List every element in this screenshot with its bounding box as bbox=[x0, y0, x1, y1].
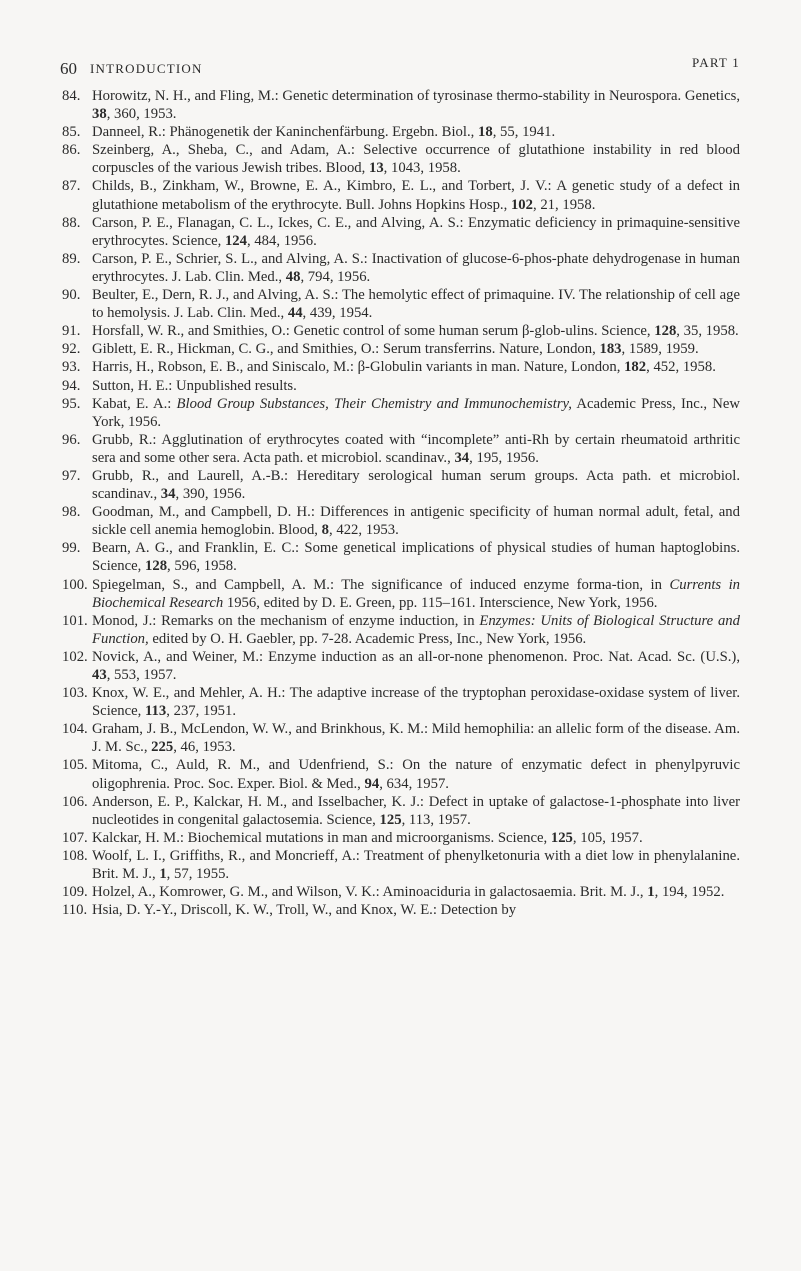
reference-number: 92. bbox=[62, 341, 81, 358]
reference-fragment: , 553, 1957. bbox=[106, 667, 177, 683]
reference-fragment: Kalckar, H. M.: Biochemical mutations in man and microorganisms. Science, bbox=[92, 829, 551, 846]
volume-number: 94 bbox=[364, 775, 380, 792]
reference-text bbox=[92, 431, 740, 467]
reference-text bbox=[92, 141, 740, 177]
reference-item bbox=[62, 431, 740, 467]
volume-number: 102 bbox=[510, 196, 533, 213]
reference-text bbox=[92, 340, 740, 358]
reference-number: 108. bbox=[62, 847, 88, 864]
reference-fragment: , 105, 1957. bbox=[572, 829, 643, 846]
reference-fragment: Carson, P. E., Flanagan, C. L., Ickes, C. E., and Alving, A. S.: Enzymatic deficiency in primaquine-sensitive erythrocytes. Science, bbox=[92, 214, 740, 249]
reference-item bbox=[62, 87, 740, 123]
reference-number: 105. bbox=[62, 757, 88, 774]
reference-fragment: Horsfall, W. R., and Smithies, O.: Genetic control of some human serum β-glob-ulins. Science, bbox=[92, 323, 655, 340]
reference-text bbox=[92, 286, 740, 322]
volume-number: 125 bbox=[379, 811, 402, 828]
reference-item bbox=[62, 395, 740, 431]
volume-number: 38 bbox=[92, 106, 107, 123]
reference-fragment: , 596, 1958. bbox=[167, 558, 237, 575]
reference-number: 101. bbox=[62, 612, 88, 629]
reference-fragment: Childs, B., Zinkham, W., Browne, E. A., Kimbro, E. L., and Torbert, J. V.: A genetic study of a defect in glutathione metabolism of the erythrocyte. Bull. Johns Hopkins Hosp., bbox=[92, 178, 740, 213]
reference-number: 86. bbox=[62, 142, 81, 159]
reference-fragment: Knox, W. E., and Mehler, A. H.: The adaptive increase of the tryptophan peroxidase-oxidase system of liver. Science, bbox=[92, 685, 740, 720]
section-title: INTRODUCTION bbox=[90, 61, 203, 76]
reference-item bbox=[62, 829, 740, 847]
reference-fragment: , 55, 1941. bbox=[492, 124, 556, 141]
reference-fragment: , 194, 1952. bbox=[654, 884, 725, 901]
volume-number: 1 bbox=[159, 866, 167, 883]
reference-fragment: Horowitz, N. H., and Fling, M.: Genetic determination of tyrosinase thermo-stability in Neurospora. Genetics, bbox=[92, 88, 740, 104]
page-number: 60 bbox=[60, 59, 77, 78]
reference-fragment: 1956, edited by D. E. Green, pp. 115–161. Interscience, New York, 1956. bbox=[223, 594, 658, 611]
reference-item bbox=[62, 503, 740, 539]
reference-text bbox=[92, 883, 740, 901]
reference-number: 98. bbox=[62, 504, 81, 521]
reference-fragment: Grubb, R., and Laurell, A.-B.: Hereditary serological human serum groups. Acta path. et microbiol. scandinav., bbox=[92, 467, 740, 503]
volume-number: 18 bbox=[478, 124, 493, 141]
reference-fragment: , 360, 1953. bbox=[106, 106, 177, 123]
reference-fragment: Spiegelman, S., and Campbell, A. M.: The significance of induced enzyme forma-tion, in bbox=[92, 576, 670, 593]
reference-item bbox=[62, 539, 740, 575]
reference-fragment: , 21, 1958. bbox=[532, 196, 596, 213]
reference-item bbox=[62, 467, 740, 503]
reference-number: 100. bbox=[62, 576, 88, 593]
reference-text bbox=[92, 612, 740, 648]
reference-number: 104. bbox=[62, 721, 88, 738]
reference-fragment: , 35, 1958. bbox=[676, 323, 739, 340]
reference-number: 109. bbox=[62, 884, 88, 901]
volume-number: 48 bbox=[285, 268, 301, 285]
reference-fragment: Mitoma, C., Auld, R. M., and Udenfriend, S.: On the nature of enzymatic defect in phenylpyruvic oligophrenia. Proc. Soc. Exper. Biol. & Med., bbox=[92, 757, 740, 792]
reference-text bbox=[92, 358, 740, 376]
reference-text bbox=[92, 250, 740, 286]
reference-fragment: , 439, 1954. bbox=[302, 305, 373, 322]
reference-item bbox=[62, 612, 740, 648]
reference-fragment: , 422, 1953. bbox=[329, 522, 399, 539]
title-italic: Blood Group Substances, Their Chemistry and Immunochemistry, bbox=[176, 395, 572, 412]
reference-fragment: Giblett, E. R., Hickman, C. G., and Smithies, O.: Serum transferrins. Nature, London, bbox=[92, 341, 600, 358]
reference-item bbox=[62, 756, 740, 792]
reference-number: 99. bbox=[62, 540, 81, 557]
reference-text bbox=[92, 214, 740, 250]
reference-fragment: Harris, H., Robson, E. B., and Siniscalo, M.: β-Globulin variants in man. Nature, London, bbox=[92, 359, 625, 376]
reference-fragment: Monod, J.: Remarks on the mechanism of enzyme induction, in bbox=[92, 612, 480, 629]
title-italic: Enzymes: Units of Biological Structure and Function, bbox=[92, 612, 740, 647]
volume-number: 34 bbox=[454, 449, 470, 466]
reference-number: 107. bbox=[62, 829, 88, 846]
reference-fragment: Danneel, R.: Phänogenetik der Kaninchenfärbung. Ergebn. Biol., bbox=[92, 124, 478, 141]
reference-number: 96. bbox=[62, 431, 81, 448]
running-header bbox=[60, 55, 740, 81]
reference-text bbox=[92, 539, 740, 575]
reference-fragment: , 1589, 1959. bbox=[621, 341, 699, 358]
reference-item bbox=[62, 286, 740, 322]
reference-fragment: , 452, 1958. bbox=[646, 359, 716, 376]
reference-text bbox=[92, 123, 740, 141]
reference-item bbox=[62, 847, 740, 883]
title-italic: Currents in Biochemical Research bbox=[92, 576, 740, 611]
volume-number: 183 bbox=[599, 341, 622, 358]
reference-text bbox=[92, 377, 740, 395]
reference-list bbox=[62, 87, 740, 919]
reference-number: 85. bbox=[62, 124, 81, 141]
reference-text bbox=[92, 576, 740, 612]
reference-number: 110. bbox=[62, 902, 88, 919]
reference-fragment: , 113, 1957. bbox=[401, 811, 471, 828]
reference-fragment: , 46, 1953. bbox=[173, 739, 236, 756]
reference-number: 102. bbox=[62, 648, 88, 665]
reference-text bbox=[92, 720, 740, 756]
reference-fragment: Anderson, E. P., Kalckar, H. M., and Isselbacher, K. J.: Defect in uptake of galactose-1-phosphate into liver nucleotides in congenital galactosemia. Science, bbox=[92, 793, 740, 828]
volume-number: 34 bbox=[160, 486, 176, 503]
reference-fragment: Novick, A., and Weiner, M.: Enzyme induction as an all-or-none phenomenon. Proc. Nat. Acad. Sc. (U.S.), bbox=[92, 648, 740, 665]
reference-fragment: Graham, J. B., McLendon, W. W., and Brinkhous, K. M.: Mild hemophilia: an allelic form of the disease. Am. J. M. Sc., bbox=[92, 721, 740, 756]
reference-number: 93. bbox=[62, 359, 81, 376]
reference-text bbox=[92, 756, 740, 792]
reference-item bbox=[62, 901, 740, 919]
reference-fragment: edited by O. H. Gaebler, pp. 7-28. Academic Press, Inc., New York, 1956. bbox=[148, 630, 587, 647]
reference-number: 103. bbox=[62, 685, 88, 702]
volume-number: 225 bbox=[151, 739, 174, 756]
volume-number: 113 bbox=[145, 703, 167, 720]
reference-number: 97. bbox=[62, 467, 81, 484]
reference-text bbox=[92, 793, 740, 829]
reference-number: 89. bbox=[62, 250, 81, 267]
reference-fragment: Grubb, R.: Agglutination of erythrocytes coated with “incomplete” anti-Rh by certain rheumatoid arthritic sera and some other sera. Acta path. et microbiol. scandinav., bbox=[92, 431, 740, 466]
reference-fragment: , 237, 1951. bbox=[166, 703, 237, 720]
reference-item bbox=[62, 883, 740, 901]
reference-fragment: , 634, 1957. bbox=[379, 775, 449, 792]
reference-text bbox=[92, 648, 740, 684]
reference-item bbox=[62, 648, 740, 684]
volume-number: 13 bbox=[368, 160, 384, 177]
reference-number: 91. bbox=[62, 323, 81, 340]
reference-item bbox=[62, 214, 740, 250]
reference-item bbox=[62, 793, 740, 829]
volume-number: 182 bbox=[624, 359, 647, 376]
reference-number: 87. bbox=[62, 178, 81, 195]
volume-number: 8 bbox=[321, 522, 329, 539]
reference-fragment: Holzel, A., Komrower, G. M., and Wilson, V. K.: Aminoaciduria in galactosaemia. Brit. M. J., bbox=[92, 884, 648, 901]
reference-fragment: Sutton, H. E.: Unpublished results. bbox=[92, 377, 297, 394]
reference-item bbox=[62, 123, 740, 141]
reference-fragment: Academic Press, Inc., New York, 1956. bbox=[92, 395, 741, 430]
reference-item bbox=[62, 141, 740, 177]
reference-text bbox=[92, 177, 740, 213]
reference-number: 95. bbox=[62, 395, 81, 412]
reference-text bbox=[92, 322, 740, 340]
reference-number: 90. bbox=[62, 287, 81, 304]
reference-fragment: Woolf, L. I., Griffiths, R., and Moncrieff, A.: Treatment of phenylketonuria with a diet low in phenylalanine. Brit. M. J., bbox=[92, 847, 740, 883]
reference-fragment: , 390, 1956. bbox=[175, 486, 246, 503]
reference-text bbox=[92, 901, 740, 919]
reference-text bbox=[92, 467, 740, 503]
reference-item bbox=[62, 377, 740, 395]
reference-text bbox=[92, 395, 740, 431]
reference-number: 106. bbox=[62, 793, 88, 810]
reference-fragment: , 195, 1956. bbox=[469, 449, 539, 466]
volume-number: 43 bbox=[92, 667, 107, 683]
volume-number: 124 bbox=[224, 232, 247, 249]
reference-item bbox=[62, 684, 740, 720]
reference-text bbox=[92, 503, 740, 539]
volume-number: 1 bbox=[647, 884, 655, 901]
reference-fragment: Goodman, M., and Campbell, D. H.: Differences in antigenic specificity of human normal adult, fetal, and sickle cell anemia hemoglobin. Blood, bbox=[92, 504, 740, 539]
reference-fragment: Kabat, E. A.: bbox=[92, 395, 177, 412]
reference-item bbox=[62, 576, 740, 612]
reference-item bbox=[62, 177, 740, 213]
reference-item bbox=[62, 340, 740, 358]
reference-fragment: , 57, 1955. bbox=[166, 866, 230, 883]
reference-item bbox=[62, 720, 740, 756]
volume-number: 125 bbox=[550, 829, 573, 846]
reference-number: 84. bbox=[62, 88, 81, 104]
reference-fragment: Bearn, A. G., and Franklin, E. C.: Some genetical implications of physical studies of human haptoglobins. Science, bbox=[92, 540, 740, 575]
reference-text bbox=[92, 87, 740, 123]
reference-fragment: , 1043, 1958. bbox=[383, 160, 461, 177]
reference-fragment: Szeinberg, A., Sheba, C., and Adam, A.: Selective occurrence of glutathione instability in red blood corpuscles of the various Jewish tribes. Blood, bbox=[92, 142, 740, 177]
reference-item bbox=[62, 358, 740, 376]
reference-number: 88. bbox=[62, 214, 81, 231]
reference-fragment: , 794, 1956. bbox=[300, 268, 371, 285]
reference-text bbox=[92, 684, 740, 720]
reference-fragment: Carson, P. E., Schrier, S. L., and Alving, A. S.: Inactivation of glucose-6-phos-phate dehydrogenase in human erythrocytes. J. Lab. Clin. Med., bbox=[92, 250, 740, 285]
reference-text bbox=[92, 847, 740, 883]
volume-number: 128 bbox=[654, 323, 677, 340]
volume-number: 44 bbox=[287, 305, 303, 322]
reference-item bbox=[62, 322, 740, 340]
volume-number: 128 bbox=[145, 558, 168, 575]
reference-text bbox=[92, 829, 740, 847]
reference-item bbox=[62, 250, 740, 286]
part-label: PART 1 bbox=[692, 55, 740, 70]
reference-fragment: Hsia, D. Y.-Y., Driscoll, K. W., Troll, W., and Knox, W. E.: Detection by bbox=[92, 902, 517, 919]
reference-fragment: , 484, 1956. bbox=[246, 232, 317, 249]
reference-fragment: Beulter, E., Dern, R. J., and Alving, A. S.: The hemolytic effect of primaquine. IV. The relationship of cell age to hemolysis. J. Lab. Clin. Med., bbox=[92, 287, 740, 322]
reference-number: 94. bbox=[62, 377, 81, 394]
